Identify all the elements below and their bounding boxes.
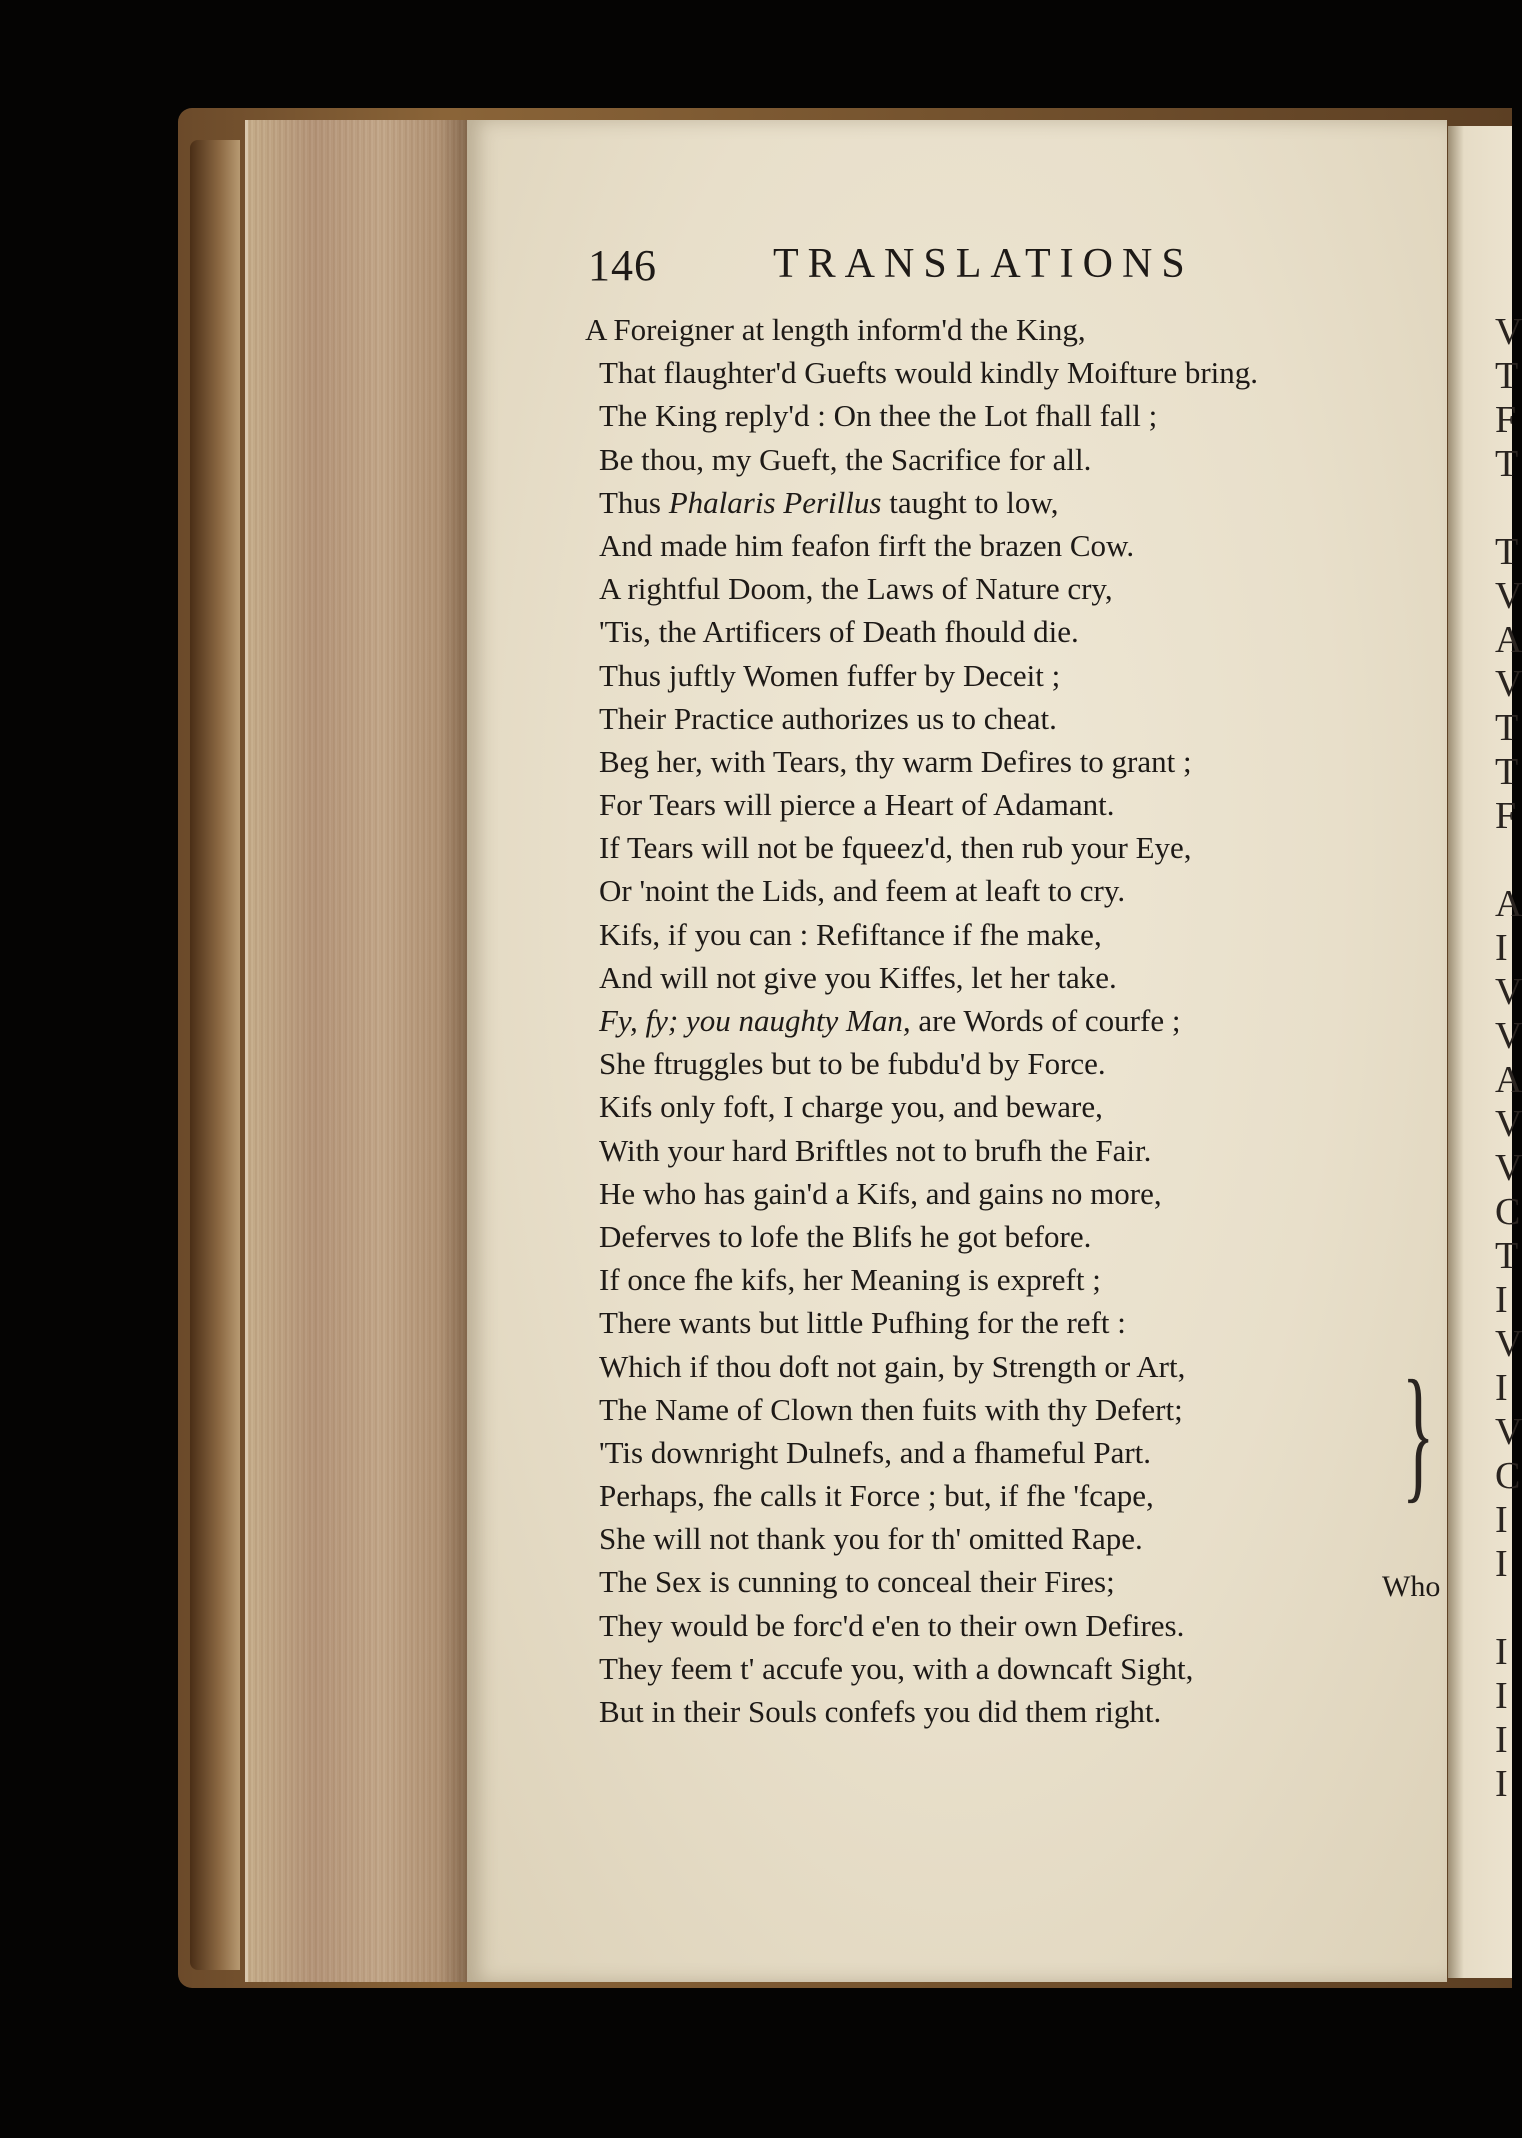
facing-page-letter [1495, 838, 1515, 882]
facing-page-letter: T [1495, 707, 1519, 749]
verse-line: Thus juftly Women fuffer by Deceit ; [599, 657, 1061, 693]
facing-page-letters [1495, 310, 1522, 1806]
page-header [588, 240, 1308, 300]
page-gutter-shadow [440, 120, 470, 1982]
facing-page-letter: T [1495, 443, 1519, 485]
verse-line: Deferves to lofe the Blifs he got before. [599, 1218, 1092, 1254]
facing-page-letter: I [1495, 1675, 1508, 1717]
verse-line: They would be forc'd e'en to their own Defires. [599, 1607, 1185, 1643]
facing-page-letter: V [1495, 311, 1522, 353]
facing-page-letter: V [1495, 663, 1522, 705]
verse-line: Thus Phalaris Perillus taught to low, [599, 484, 1059, 520]
verse-line: Kifs, if you can : Refiftance if fhe make, [599, 916, 1102, 952]
facing-page-letter: I [1495, 1543, 1508, 1585]
verse-line: They feem t' accufe you, with a downcaft Sight, [599, 1650, 1194, 1686]
triplet-brace: } [1402, 1350, 1435, 1516]
verse-line: Be thou, my Gueft, the Sacrifice for all. [599, 441, 1092, 477]
verse-line: Their Practice authorizes us to cheat. [599, 700, 1057, 736]
verse-line: He who has gain'd a Kifs, and gains no more, [599, 1175, 1162, 1211]
facing-page-letter: I [1495, 1279, 1508, 1321]
verse-line: The King reply'd : On thee the Lot fhall fall ; [599, 398, 1158, 434]
facing-page-letter [1495, 486, 1515, 530]
verse-line: And made him feafon firft the brazen Cow. [599, 527, 1135, 563]
facing-page-letter: T [1495, 531, 1519, 573]
page-stack-fore-edge [245, 120, 470, 1982]
verse-line: If once fhe kifs, her Meaning is expreft ; [599, 1262, 1101, 1298]
facing-page-letter: A [1495, 619, 1522, 661]
verse-line: That flaughter'd Guefts would kindly Moifture bring. [599, 355, 1259, 391]
verse-line: 'Tis downright Dulnefs, and a fhameful Part. [599, 1434, 1152, 1470]
verse-line: If Tears will not be fqueez'd, then rub your Eye, [599, 830, 1192, 866]
verse-line: The Sex is cunning to conceal their Fires; [599, 1564, 1115, 1600]
facing-page-letter: V [1495, 1147, 1522, 1189]
running-title: TRANSLATIONS [773, 241, 1194, 287]
facing-page-letter: V [1495, 1411, 1522, 1453]
verse-line: Perhaps, fhe calls it Force ; but, if fhe 'fcape, [599, 1478, 1154, 1514]
facing-page-letter: T [1495, 1235, 1519, 1277]
verse-line: But in their Souls confefs you did them right. [599, 1694, 1162, 1729]
verse-line: The Name of Clown then fuits with thy Defert; [599, 1391, 1183, 1427]
facing-page-letter: I [1495, 1719, 1508, 1761]
facing-page-letter: I [1495, 927, 1508, 969]
verse-italic: Phalaris Perillus [668, 484, 882, 520]
catchword: Who [1382, 1570, 1441, 1603]
verse-line: A rightful Doom, the Laws of Nature cry, [599, 571, 1113, 607]
facing-page-letter: A [1495, 1059, 1522, 1101]
facing-page-letter: T [1495, 751, 1519, 793]
facing-page-letter: C [1495, 1455, 1521, 1497]
facing-page-letter: V [1495, 575, 1522, 617]
verse-line: She will not thank you for th' omitted Rape. [599, 1521, 1143, 1557]
facing-page-letter: V [1495, 1015, 1522, 1057]
verse-line: And will not give you Kiffes, let her take. [599, 959, 1117, 995]
verse-line: She ftruggles but to be fubdu'd by Force. [599, 1046, 1106, 1082]
book-spine-edge [190, 140, 240, 1970]
facing-page-letter: A [1495, 883, 1522, 925]
verse-line: For Tears will pierce a Heart of Adamant. [599, 787, 1115, 823]
verse-line: Or 'noint the Lids, and feem at leaft to cry. [599, 873, 1126, 909]
facing-page-letter: F [1495, 399, 1517, 441]
verse-line: A Foreigner at length inform'd the King, [585, 312, 1086, 347]
facing-page-letter: I [1495, 1763, 1508, 1805]
facing-page-letter: I [1495, 1499, 1508, 1541]
verse-italic: Fy, fy; you naughty Man, [599, 1003, 911, 1038]
verse-line: 'Tis, the Artificers of Death fhould die. [599, 614, 1079, 650]
facing-page-letter: V [1495, 971, 1522, 1013]
verse-line: Which if thou doft not gain, by Strength or Art, [599, 1348, 1186, 1384]
verse-block [585, 308, 1415, 1733]
facing-page-letter [1495, 1586, 1515, 1630]
verse-line: With your hard Briftles not to brufh the Fair. [599, 1132, 1152, 1168]
facing-page-letter: I [1495, 1631, 1508, 1673]
facing-page-letter: T [1495, 355, 1519, 397]
facing-page-letter: V [1495, 1103, 1522, 1145]
verse-line: Kifs only foft, I charge you, and beware, [599, 1089, 1103, 1125]
facing-page-letter: I [1495, 1367, 1508, 1409]
facing-page-letter: F [1495, 795, 1517, 837]
facing-page-letter: V [1495, 1323, 1522, 1365]
verse-line: There wants but little Pufhing for the reft : [599, 1305, 1126, 1341]
verse-line: Fy, fy; you naughty Man, are Words of courfe ; [599, 1003, 1181, 1038]
facing-page-letter: C [1495, 1191, 1521, 1233]
page-number: 146 [588, 241, 657, 290]
verse-line: Beg her, with Tears, thy warm Defires to grant ; [599, 743, 1192, 779]
